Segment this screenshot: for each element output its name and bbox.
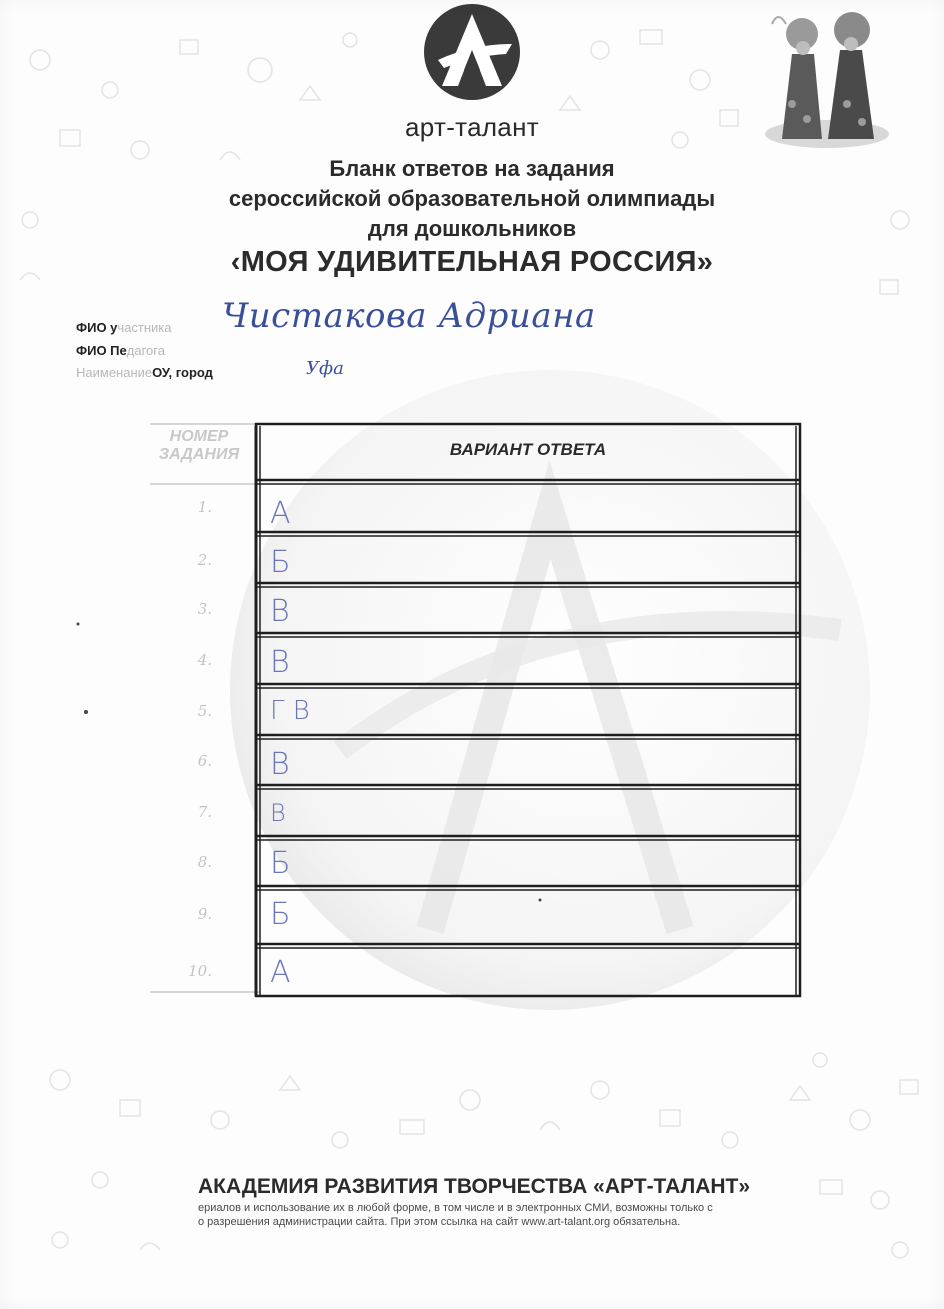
row-answer: В [270, 799, 286, 827]
row-number: 10. [188, 962, 212, 980]
footer-note-line-1: ериалов и использование их в любой форме, в том числе и в электронных СМИ, возможны только с [198, 1202, 713, 1214]
org-city-label: НаименаниеОУ, город [76, 365, 213, 380]
column-header-answer: ВАРИАНТ ОТВЕТА [449, 440, 607, 459]
row-answer: Б [270, 545, 291, 580]
title-line-3: для дошкольников [367, 216, 577, 241]
row-number: 7. [197, 803, 212, 821]
title-line-2: сероссийской образовательной олимпиады [228, 186, 716, 211]
row-number: 1. [197, 498, 212, 516]
row-answer: В [270, 594, 290, 629]
row-answer: А [270, 496, 291, 531]
teacher-label: ФИО Педагога [76, 343, 165, 358]
row-number: 5. [197, 702, 212, 720]
column-header-number: НОМЕР ЗАДАНИЯ [158, 428, 240, 463]
row-answer: Г В [270, 696, 310, 726]
title-line-4: ‹МОЯ УДИВИТЕЛЬНАЯ РОССИЯ» [230, 246, 714, 278]
row-answer: Б [270, 897, 291, 932]
logo-text: арт-талант [405, 112, 539, 142]
row-answer: Б [270, 846, 291, 881]
row-number: 6. [197, 752, 212, 770]
row-answer: А [270, 955, 291, 990]
footer-title: АКАДЕМИЯ РАЗВИТИЯ ТВОРЧЕСТВА «АРТ-ТАЛАНТ» [198, 1175, 751, 1198]
row-number: 2. [197, 551, 212, 569]
row-number: 8. [197, 853, 212, 871]
title-line-1: Бланк ответов на задания [329, 156, 615, 181]
row-answer: В [270, 645, 290, 680]
row-answer: В [270, 747, 290, 782]
row-number: 4. [197, 651, 212, 669]
participant-name-handwritten: Чистакова Адриана [222, 296, 596, 336]
row-number: 3. [197, 600, 212, 618]
city-handwritten: Уфа [306, 358, 344, 379]
participant-label: ФИО участника [76, 320, 172, 335]
row-number: 9. [197, 905, 212, 923]
footer-note-line-2: о разрешения администрации сайта. При этом ссылка на сайт www.art-talant.org обязательна. [198, 1216, 681, 1228]
